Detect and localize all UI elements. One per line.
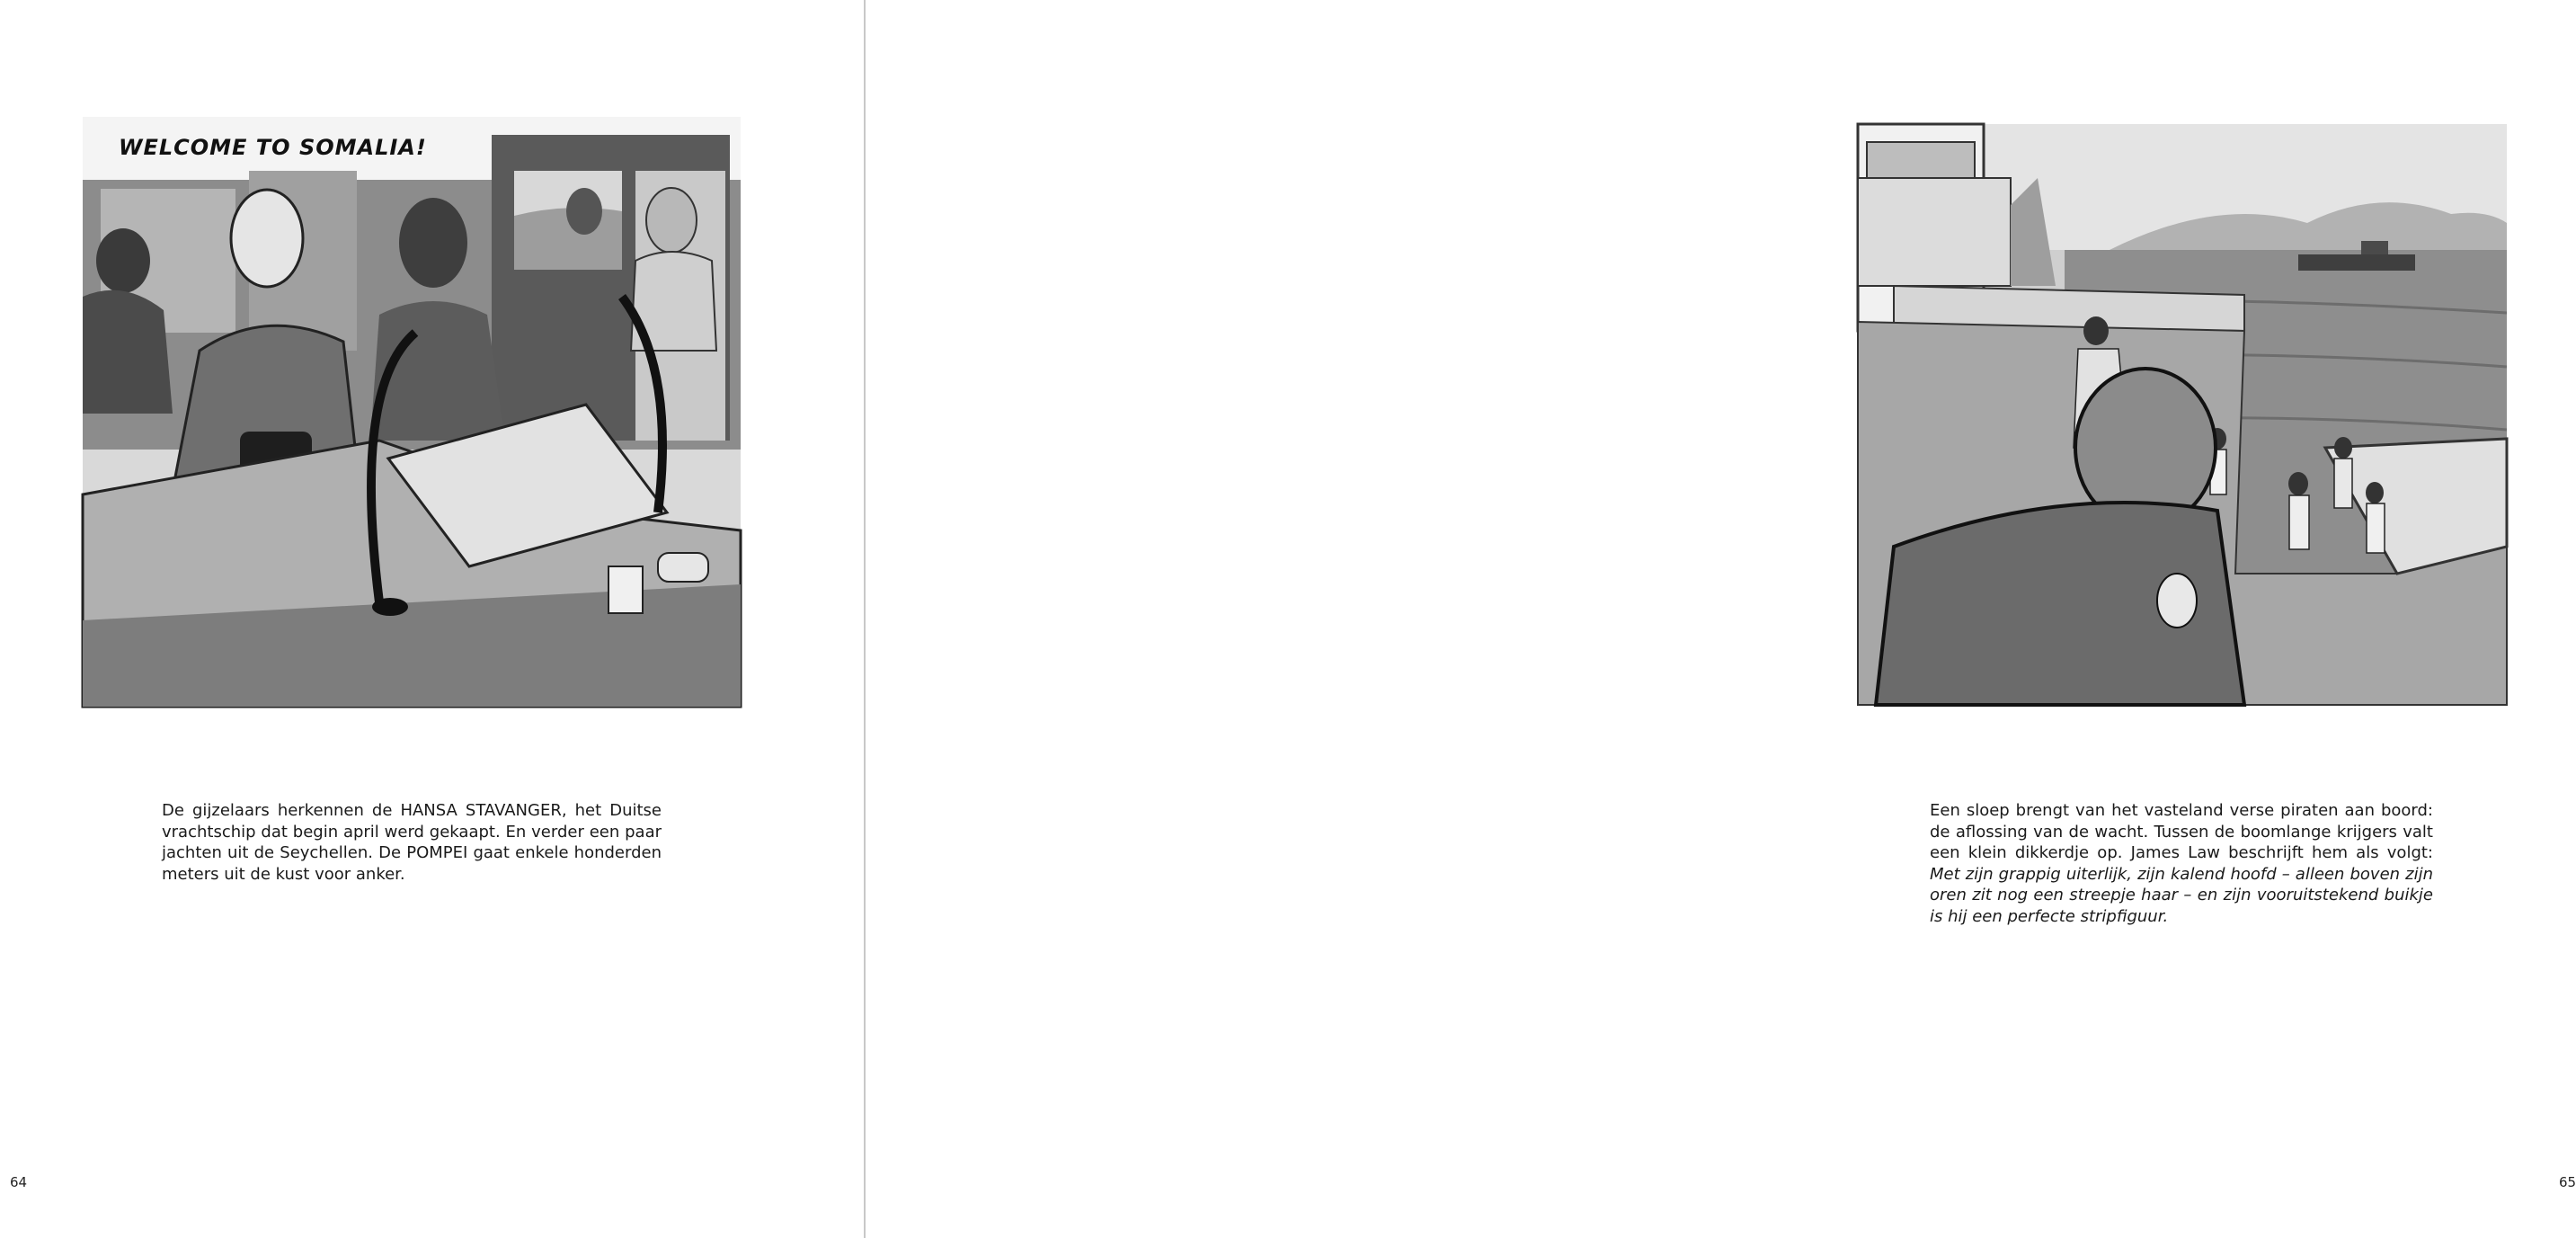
right-caption <box>1930 800 2433 927</box>
page-number-right: 65 <box>2559 1174 2576 1190</box>
right-caption-plain: Een sloep brengt van het vasteland verse piraten aan boord: de aflossing van de wacht. Tussen de boomlange krijgers valt een klein dikkerdje op. James Law beschrijft hem als volgt: <box>1930 801 2433 862</box>
left-page-illustration <box>83 117 741 707</box>
right-caption-quote: Met zijn grappig uiterlijk, zijn kalend hoofd – alleen boven zijn oren zit nog een streepje haar – en zijn vooruitstekend buikje is hij een perfecte stripfiguur. <box>1930 864 2433 926</box>
left-page <box>0 0 864 1238</box>
bridge-scene-drawing <box>83 117 741 707</box>
right-page-illustration <box>1858 124 2507 705</box>
left-caption: De gijzelaars herkennen de HANSA STAVANGER, het Duitse vrachtschip dat begin april werd gekaapt. En verder een paar jachten uit de Seychellen. De POMPEI gaat enkele honderden meters uit de kust voor anker. <box>162 801 662 884</box>
right-page <box>866 0 2576 1238</box>
deck-scene-drawing <box>1858 124 2507 705</box>
speech-text: WELCOME TO SOMALIA! <box>119 135 427 160</box>
page-number-left: 64 <box>10 1174 28 1190</box>
